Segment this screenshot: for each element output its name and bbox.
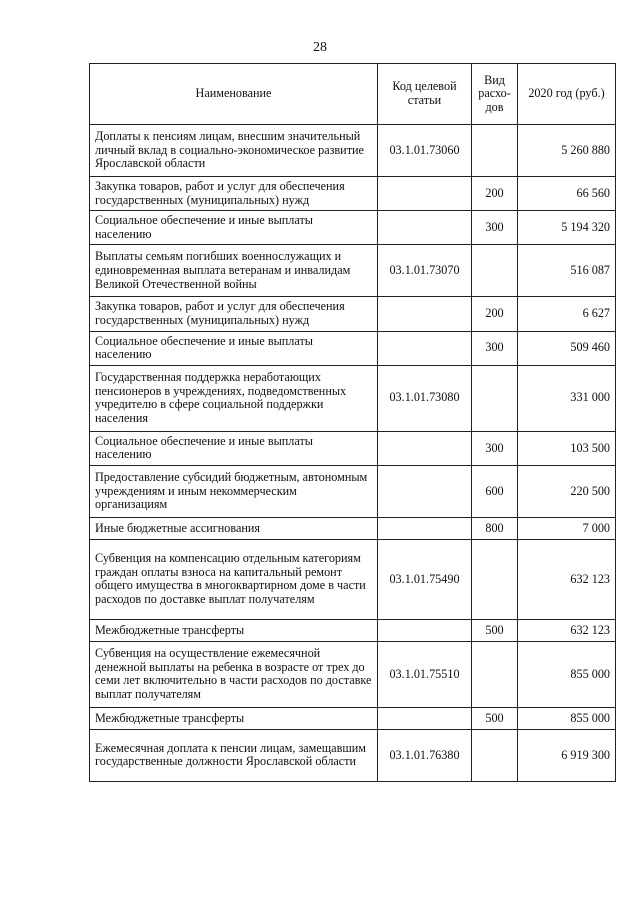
row-name: Закупка товаров, работ и услуг для обеспечения государственных (муниципальных) нужд xyxy=(90,177,378,211)
row-code: 03.1.01.76380 xyxy=(378,729,472,781)
table-row xyxy=(90,539,616,619)
table-row xyxy=(90,331,616,365)
row-code xyxy=(378,177,472,211)
row-kind: 300 xyxy=(472,331,518,365)
row-name: Государственная поддержка неработающих пенсионеров в учреждениях, подведомственных учредителю в сфере социальной поддержки населения xyxy=(90,365,378,431)
row-sum: 6 627 xyxy=(518,297,616,331)
row-kind: 500 xyxy=(472,707,518,729)
row-code xyxy=(378,465,472,517)
row-name: Доплаты к пенсиям лицам, внесшим значительный личный вклад в социально-экономическое развитие Ярославской области xyxy=(90,125,378,177)
row-code xyxy=(378,517,472,539)
row-kind: 600 xyxy=(472,465,518,517)
row-sum: 220 500 xyxy=(518,465,616,517)
table-row xyxy=(90,641,616,707)
row-kind: 200 xyxy=(472,177,518,211)
row-name: Субвенция на осуществление ежемесячной денежной выплаты на ребенка в возрасте от трех до семи лет включительно в части расходов по доставке выплат получателям xyxy=(90,641,378,707)
table-row xyxy=(90,517,616,539)
row-sum: 331 000 xyxy=(518,365,616,431)
row-sum: 103 500 xyxy=(518,431,616,465)
table-row xyxy=(90,297,616,331)
row-sum: 7 000 xyxy=(518,517,616,539)
row-name: Субвенция на компенсацию отдельным категориям граждан оплаты взноса на капитальный ремонт общего имущества в многоквартирном доме в части расходов по доставке выплат получателям xyxy=(90,539,378,619)
row-name: Выплаты семьям погибших военнослужащих и единовременная выплата ветеранам и инвалидам Великой Отечественной войны xyxy=(90,245,378,297)
row-kind xyxy=(472,641,518,707)
row-code xyxy=(378,619,472,641)
row-name: Социальное обеспечение и иные выплаты населению xyxy=(90,331,378,365)
table-row xyxy=(90,729,616,781)
row-kind: 800 xyxy=(472,517,518,539)
row-kind xyxy=(472,365,518,431)
row-name: Ежемесячная доплата к пенсии лицам, замещавшим государственные должности Ярославской области xyxy=(90,729,378,781)
row-sum: 855 000 xyxy=(518,707,616,729)
row-sum: 5 260 880 xyxy=(518,125,616,177)
table-row xyxy=(90,619,616,641)
row-code: 03.1.01.75510 xyxy=(378,641,472,707)
row-kind xyxy=(472,245,518,297)
row-name: Предоставление субсидий бюджетным, автономным учреждениям и иным некоммерческим организациям xyxy=(90,465,378,517)
budget-table xyxy=(89,63,616,782)
row-kind xyxy=(472,539,518,619)
header-code: Код целевой статьи xyxy=(378,64,472,125)
row-code xyxy=(378,297,472,331)
header-sum: 2020 год (руб.) xyxy=(518,64,616,125)
table-header-row xyxy=(90,64,616,125)
header-kind: Вид расхо-дов xyxy=(472,64,518,125)
row-name: Иные бюджетные ассигнования xyxy=(90,517,378,539)
table-body xyxy=(90,125,616,782)
table-row xyxy=(90,431,616,465)
table-row xyxy=(90,177,616,211)
row-kind: 300 xyxy=(472,211,518,245)
table-row xyxy=(90,465,616,517)
table-row xyxy=(90,211,616,245)
row-code: 03.1.01.73080 xyxy=(378,365,472,431)
row-name: Закупка товаров, работ и услуг для обеспечения государственных (муниципальных) нужд xyxy=(90,297,378,331)
table-row xyxy=(90,125,616,177)
header-name: Наименование xyxy=(90,64,378,125)
row-code xyxy=(378,431,472,465)
row-name: Социальное обеспечение и иные выплаты населению xyxy=(90,211,378,245)
row-sum: 66 560 xyxy=(518,177,616,211)
row-kind xyxy=(472,125,518,177)
row-sum: 632 123 xyxy=(518,619,616,641)
row-kind xyxy=(472,729,518,781)
row-code: 03.1.01.73060 xyxy=(378,125,472,177)
row-kind: 300 xyxy=(472,431,518,465)
row-name: Межбюджетные трансферты xyxy=(90,707,378,729)
row-sum: 632 123 xyxy=(518,539,616,619)
row-code: 03.1.01.75490 xyxy=(378,539,472,619)
row-sum: 6 919 300 xyxy=(518,729,616,781)
row-sum: 855 000 xyxy=(518,641,616,707)
row-code xyxy=(378,707,472,729)
row-kind: 500 xyxy=(472,619,518,641)
row-name: Межбюджетные трансферты xyxy=(90,619,378,641)
row-sum: 5 194 320 xyxy=(518,211,616,245)
row-code xyxy=(378,211,472,245)
row-kind: 200 xyxy=(472,297,518,331)
row-sum: 509 460 xyxy=(518,331,616,365)
page-number: 28 xyxy=(313,40,327,55)
row-sum: 516 087 xyxy=(518,245,616,297)
row-code: 03.1.01.73070 xyxy=(378,245,472,297)
table-row xyxy=(90,707,616,729)
table-row xyxy=(90,365,616,431)
table-row xyxy=(90,245,616,297)
row-code xyxy=(378,331,472,365)
row-name: Социальное обеспечение и иные выплаты населению xyxy=(90,431,378,465)
